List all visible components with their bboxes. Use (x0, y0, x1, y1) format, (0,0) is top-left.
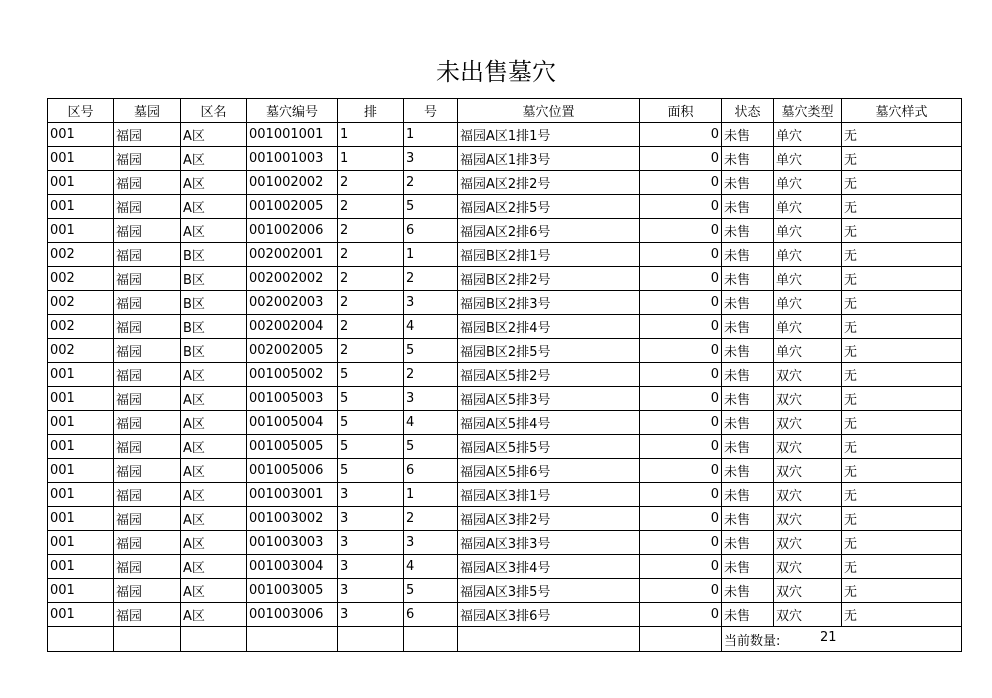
header-zone-no: 区号 (48, 99, 114, 123)
cell-number: 2 (404, 507, 458, 531)
cell-row-no: 5 (338, 435, 404, 459)
cell-row-no: 5 (338, 459, 404, 483)
cell-row-no: 2 (338, 171, 404, 195)
cell-zone-no: 001 (48, 219, 114, 243)
cell-status: 未售 (722, 531, 774, 555)
cell-number: 2 (404, 363, 458, 387)
table-row (48, 291, 962, 315)
header-location: 墓穴位置 (458, 99, 640, 123)
cell-number: 2 (404, 171, 458, 195)
cell-zone-name: B区 (181, 339, 247, 363)
cell-grave-no: 001005006 (247, 459, 338, 483)
cell-grave-style: 无 (842, 267, 962, 291)
cell-grave-no: 002002001 (247, 243, 338, 267)
cell-cemetery: 福园 (114, 459, 181, 483)
cell-number: 3 (404, 531, 458, 555)
cell-location: 福园A区3排6号 (458, 603, 640, 627)
cell-zone-no: 001 (48, 507, 114, 531)
cell-zone-no: 001 (48, 555, 114, 579)
cell-row-no: 5 (338, 363, 404, 387)
cell-area: 0 (640, 459, 722, 483)
cell-row-no: 2 (338, 339, 404, 363)
cell-grave-style: 无 (842, 411, 962, 435)
cell-zone-name: A区 (181, 603, 247, 627)
cell-grave-type: 单穴 (774, 267, 842, 291)
cell-area: 0 (640, 483, 722, 507)
report-title: 未出售墓穴 (436, 58, 556, 86)
cell-zone-no: 001 (48, 123, 114, 147)
cell-grave-type: 双穴 (774, 579, 842, 603)
table-row (48, 483, 962, 507)
cell-row-no: 5 (338, 411, 404, 435)
cell-location: 福园A区5排3号 (458, 387, 640, 411)
cell-cemetery: 福园 (114, 315, 181, 339)
table-row (48, 315, 962, 339)
cell-cemetery: 福园 (114, 267, 181, 291)
cell-row-no: 2 (338, 219, 404, 243)
cell-zone-name: B区 (181, 315, 247, 339)
unsold-graves-table (47, 98, 962, 652)
cell-grave-no: 002002004 (247, 315, 338, 339)
cell-location: 福园A区3排5号 (458, 579, 640, 603)
cell-area: 0 (640, 147, 722, 171)
cell-cemetery: 福园 (114, 435, 181, 459)
cell-cemetery: 福园 (114, 243, 181, 267)
cell-area: 0 (640, 603, 722, 627)
cell-row-no: 2 (338, 195, 404, 219)
cell-location: 福园A区5排2号 (458, 363, 640, 387)
cell-grave-type: 双穴 (774, 387, 842, 411)
cell-location: 福园B区2排4号 (458, 315, 640, 339)
cell-zone-name: A区 (181, 219, 247, 243)
cell-grave-no: 001003004 (247, 555, 338, 579)
footer-empty-cell (181, 627, 247, 652)
cell-status: 未售 (722, 243, 774, 267)
cell-zone-no: 002 (48, 339, 114, 363)
cell-number: 5 (404, 195, 458, 219)
header-row (48, 99, 962, 123)
cell-zone-name: A区 (181, 435, 247, 459)
cell-status: 未售 (722, 387, 774, 411)
footer-empty-cell (458, 627, 640, 652)
cell-zone-name: A区 (181, 195, 247, 219)
header-row-no: 排 (338, 99, 404, 123)
cell-cemetery: 福园 (114, 195, 181, 219)
cell-grave-no: 001003003 (247, 531, 338, 555)
cell-grave-style: 无 (842, 387, 962, 411)
cell-zone-no: 001 (48, 483, 114, 507)
cell-grave-no: 001002005 (247, 195, 338, 219)
cell-grave-no: 001002002 (247, 171, 338, 195)
cell-location: 福园A区2排5号 (458, 195, 640, 219)
cell-number: 2 (404, 267, 458, 291)
header-area: 面积 (640, 99, 722, 123)
cell-zone-no: 001 (48, 363, 114, 387)
cell-grave-type: 单穴 (774, 315, 842, 339)
cell-status: 未售 (722, 315, 774, 339)
cell-area: 0 (640, 171, 722, 195)
cell-location: 福园A区2排6号 (458, 219, 640, 243)
cell-status: 未售 (722, 219, 774, 243)
cell-grave-no: 001003006 (247, 603, 338, 627)
cell-location: 福园A区5排5号 (458, 435, 640, 459)
cell-area: 0 (640, 579, 722, 603)
cell-location: 福园A区1排1号 (458, 123, 640, 147)
cell-number: 1 (404, 483, 458, 507)
cell-grave-no: 001003001 (247, 483, 338, 507)
table-row (48, 411, 962, 435)
cell-area: 0 (640, 243, 722, 267)
cell-area: 0 (640, 267, 722, 291)
cell-location: 福园A区5排6号 (458, 459, 640, 483)
table-row (48, 363, 962, 387)
cell-location: 福园B区2排2号 (458, 267, 640, 291)
cell-location: 福园A区3排4号 (458, 555, 640, 579)
cell-zone-no: 001 (48, 531, 114, 555)
header-grave-type: 墓穴类型 (774, 99, 842, 123)
cell-number: 6 (404, 603, 458, 627)
cell-status: 未售 (722, 339, 774, 363)
cell-number: 4 (404, 315, 458, 339)
cell-grave-no: 001003005 (247, 579, 338, 603)
cell-status: 未售 (722, 363, 774, 387)
cell-grave-style: 无 (842, 579, 962, 603)
cell-cemetery: 福园 (114, 147, 181, 171)
table-row (48, 147, 962, 171)
cell-status: 未售 (722, 411, 774, 435)
cell-location: 福园B区2排5号 (458, 339, 640, 363)
cell-zone-no: 002 (48, 243, 114, 267)
cell-zone-name: A区 (181, 171, 247, 195)
footer-empty-cell (404, 627, 458, 652)
cell-zone-name: A区 (181, 483, 247, 507)
cell-area: 0 (640, 531, 722, 555)
table-row (48, 459, 962, 483)
cell-location: 福园A区3排3号 (458, 531, 640, 555)
cell-grave-type: 双穴 (774, 411, 842, 435)
cell-area: 0 (640, 411, 722, 435)
cell-cemetery: 福园 (114, 579, 181, 603)
cell-row-no: 5 (338, 387, 404, 411)
cell-row-no: 2 (338, 315, 404, 339)
table-row (48, 219, 962, 243)
header-grave-style: 墓穴样式 (842, 99, 962, 123)
cell-status: 未售 (722, 507, 774, 531)
cell-status: 未售 (722, 603, 774, 627)
cell-cemetery: 福园 (114, 507, 181, 531)
footer-empty-cell (48, 627, 114, 652)
cell-grave-type: 双穴 (774, 363, 842, 387)
footer-empty-cell (114, 627, 181, 652)
cell-grave-style: 无 (842, 243, 962, 267)
cell-grave-type: 单穴 (774, 123, 842, 147)
cell-grave-type: 双穴 (774, 507, 842, 531)
cell-area: 0 (640, 315, 722, 339)
cell-status: 未售 (722, 555, 774, 579)
cell-zone-no: 002 (48, 267, 114, 291)
cell-zone-name: A区 (181, 123, 247, 147)
cell-row-no: 3 (338, 555, 404, 579)
cell-zone-no: 001 (48, 459, 114, 483)
cell-area: 0 (640, 555, 722, 579)
cell-grave-type: 单穴 (774, 339, 842, 363)
cell-grave-no: 002002005 (247, 339, 338, 363)
table-row (48, 339, 962, 363)
cell-cemetery: 福园 (114, 363, 181, 387)
cell-grave-style: 无 (842, 339, 962, 363)
cell-grave-style: 无 (842, 435, 962, 459)
cell-row-no: 2 (338, 267, 404, 291)
cell-grave-style: 无 (842, 555, 962, 579)
cell-grave-type: 单穴 (774, 147, 842, 171)
cell-status: 未售 (722, 579, 774, 603)
cell-zone-no: 002 (48, 291, 114, 315)
cell-zone-name: B区 (181, 267, 247, 291)
cell-number: 6 (404, 459, 458, 483)
cell-row-no: 1 (338, 147, 404, 171)
cell-grave-type: 双穴 (774, 483, 842, 507)
cell-grave-type: 单穴 (774, 243, 842, 267)
cell-zone-name: A区 (181, 411, 247, 435)
cell-row-no: 3 (338, 507, 404, 531)
cell-zone-name: A区 (181, 459, 247, 483)
cell-row-no: 2 (338, 243, 404, 267)
cell-zone-name: B区 (181, 243, 247, 267)
cell-number: 5 (404, 579, 458, 603)
cell-status: 未售 (722, 459, 774, 483)
header-status: 状态 (722, 99, 774, 123)
cell-zone-name: A区 (181, 387, 247, 411)
cell-grave-type: 单穴 (774, 219, 842, 243)
cell-grave-no: 001005005 (247, 435, 338, 459)
cell-status: 未售 (722, 147, 774, 171)
cell-grave-style: 无 (842, 363, 962, 387)
cell-grave-style: 无 (842, 219, 962, 243)
cell-zone-no: 001 (48, 411, 114, 435)
table-row (48, 603, 962, 627)
cell-area: 0 (640, 387, 722, 411)
cell-cemetery: 福园 (114, 123, 181, 147)
table-row (48, 387, 962, 411)
cell-cemetery: 福园 (114, 603, 181, 627)
cell-grave-no: 001001003 (247, 147, 338, 171)
header-cemetery: 墓园 (114, 99, 181, 123)
cell-grave-type: 双穴 (774, 531, 842, 555)
footer-empty-cell (247, 627, 338, 652)
cell-number: 4 (404, 555, 458, 579)
table-row (48, 243, 962, 267)
cell-zone-name: A区 (181, 579, 247, 603)
cell-row-no: 2 (338, 291, 404, 315)
cell-row-no: 1 (338, 123, 404, 147)
cell-row-no: 3 (338, 483, 404, 507)
cell-grave-style: 无 (842, 195, 962, 219)
cell-zone-name: A区 (181, 507, 247, 531)
cell-zone-name: A区 (181, 363, 247, 387)
cell-location: 福园A区2排2号 (458, 171, 640, 195)
cell-status: 未售 (722, 291, 774, 315)
cell-row-no: 3 (338, 579, 404, 603)
cell-grave-type: 单穴 (774, 195, 842, 219)
cell-zone-no: 001 (48, 147, 114, 171)
cell-grave-style: 无 (842, 147, 962, 171)
cell-number: 3 (404, 387, 458, 411)
cell-status: 未售 (722, 483, 774, 507)
cell-location: 福园A区1排3号 (458, 147, 640, 171)
cell-grave-style: 无 (842, 291, 962, 315)
cell-zone-no: 001 (48, 603, 114, 627)
cell-status: 未售 (722, 195, 774, 219)
cell-location: 福园A区3排2号 (458, 507, 640, 531)
cell-number: 1 (404, 123, 458, 147)
cell-grave-style: 无 (842, 315, 962, 339)
cell-zone-no: 001 (48, 435, 114, 459)
cell-status: 未售 (722, 267, 774, 291)
cell-status: 未售 (722, 435, 774, 459)
table-row (48, 171, 962, 195)
cell-grave-style: 无 (842, 459, 962, 483)
cell-number: 5 (404, 435, 458, 459)
table-row (48, 267, 962, 291)
record-count-label: 当前数量: (724, 633, 781, 649)
cell-location: 福园A区5排4号 (458, 411, 640, 435)
cell-grave-type: 单穴 (774, 291, 842, 315)
cell-area: 0 (640, 291, 722, 315)
cell-zone-no: 001 (48, 579, 114, 603)
cell-zone-name: A区 (181, 555, 247, 579)
footer-row (48, 627, 962, 652)
table-row (48, 123, 962, 147)
cell-area: 0 (640, 219, 722, 243)
table-row (48, 579, 962, 603)
record-count-cell (722, 627, 962, 652)
cell-grave-no: 001005002 (247, 363, 338, 387)
cell-grave-no: 001005004 (247, 411, 338, 435)
cell-cemetery: 福园 (114, 171, 181, 195)
cell-area: 0 (640, 339, 722, 363)
cell-grave-type: 双穴 (774, 459, 842, 483)
cell-grave-style: 无 (842, 603, 962, 627)
cell-area: 0 (640, 195, 722, 219)
cell-grave-no: 001001001 (247, 123, 338, 147)
cell-cemetery: 福园 (114, 531, 181, 555)
cell-grave-type: 单穴 (774, 171, 842, 195)
cell-cemetery: 福园 (114, 219, 181, 243)
cell-grave-type: 双穴 (774, 435, 842, 459)
cell-cemetery: 福园 (114, 411, 181, 435)
cell-grave-type: 双穴 (774, 555, 842, 579)
cell-grave-no: 001005003 (247, 387, 338, 411)
cell-grave-style: 无 (842, 171, 962, 195)
cell-cemetery: 福园 (114, 291, 181, 315)
table-row (48, 531, 962, 555)
footer-empty-cell (640, 627, 722, 652)
cell-number: 3 (404, 147, 458, 171)
cell-area: 0 (640, 435, 722, 459)
cell-zone-no: 002 (48, 315, 114, 339)
cell-grave-style: 无 (842, 531, 962, 555)
cell-status: 未售 (722, 171, 774, 195)
cell-grave-style: 无 (842, 483, 962, 507)
cell-grave-no: 001003002 (247, 507, 338, 531)
header-grave-no: 墓穴编号 (247, 99, 338, 123)
table-row (48, 195, 962, 219)
cell-grave-style: 无 (842, 507, 962, 531)
cell-row-no: 3 (338, 531, 404, 555)
header-number: 号 (404, 99, 458, 123)
header-zone-name: 区名 (181, 99, 247, 123)
cell-grave-no: 002002002 (247, 267, 338, 291)
cell-number: 6 (404, 219, 458, 243)
cell-zone-name: A区 (181, 147, 247, 171)
cell-area: 0 (640, 123, 722, 147)
footer-empty-cell (338, 627, 404, 652)
cell-zone-name: B区 (181, 291, 247, 315)
cell-zone-name: A区 (181, 531, 247, 555)
cell-cemetery: 福园 (114, 387, 181, 411)
cell-status: 未售 (722, 123, 774, 147)
cell-zone-no: 001 (48, 195, 114, 219)
cell-number: 1 (404, 243, 458, 267)
table-row (48, 555, 962, 579)
cell-number: 4 (404, 411, 458, 435)
cell-location: 福园B区2排1号 (458, 243, 640, 267)
cell-cemetery: 福园 (114, 555, 181, 579)
cell-grave-style: 无 (842, 123, 962, 147)
cell-row-no: 3 (338, 603, 404, 627)
cell-zone-no: 001 (48, 171, 114, 195)
cell-number: 3 (404, 291, 458, 315)
cell-grave-no: 001002006 (247, 219, 338, 243)
table-row (48, 507, 962, 531)
cell-area: 0 (640, 507, 722, 531)
table-row (48, 435, 962, 459)
cell-cemetery: 福园 (114, 339, 181, 363)
cell-area: 0 (640, 363, 722, 387)
cell-grave-type: 双穴 (774, 603, 842, 627)
record-count-value: 21 (820, 629, 837, 645)
cell-number: 5 (404, 339, 458, 363)
cell-zone-no: 001 (48, 387, 114, 411)
cell-grave-no: 002002003 (247, 291, 338, 315)
cell-cemetery: 福园 (114, 483, 181, 507)
cell-location: 福园A区3排1号 (458, 483, 640, 507)
cell-location: 福园B区2排3号 (458, 291, 640, 315)
